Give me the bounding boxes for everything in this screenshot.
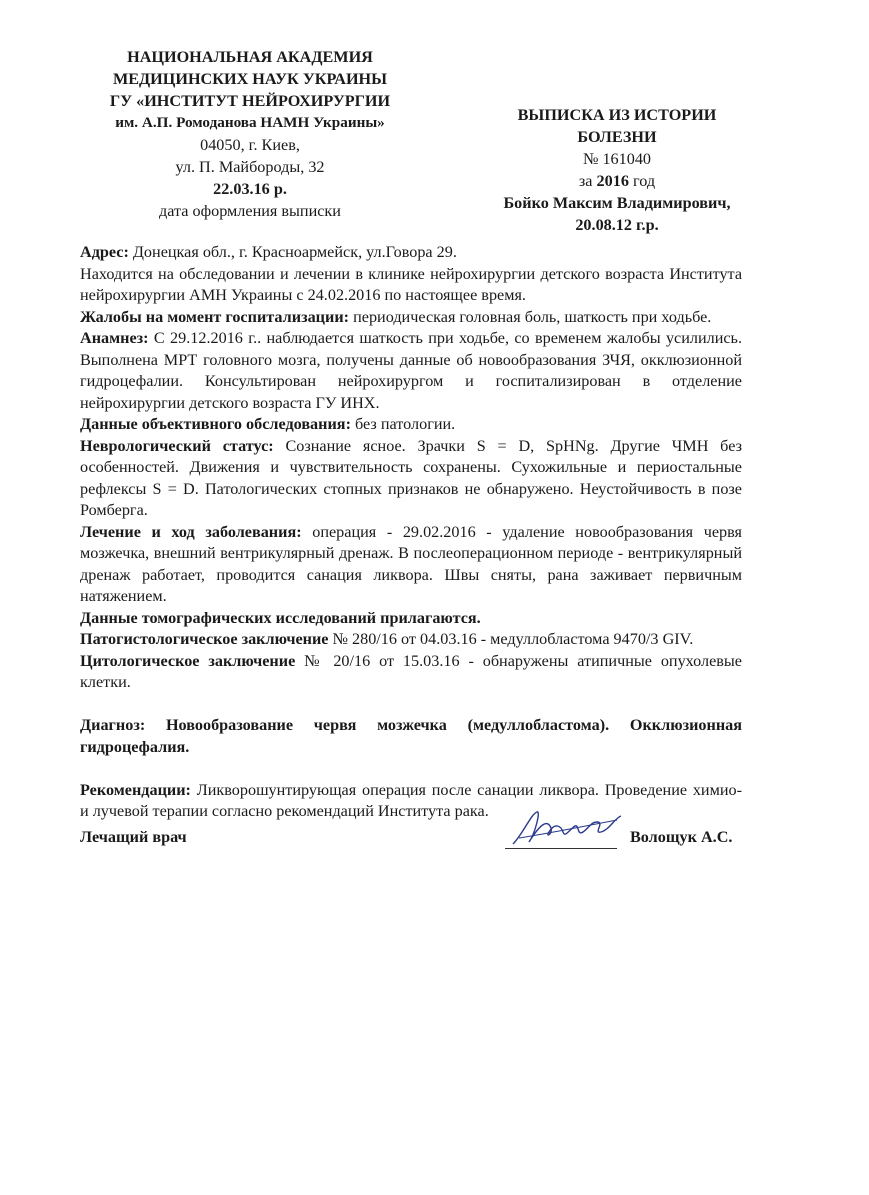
- neuro-text: Сознание ясное. Зрачки S = D, SpHNg. Другие ЧМН без особенностей. Движения и чувствительность сохранены. Сухожильные и периостальные рефлексы S = D. Патологических стопных признаков не обнаружено. Неустойчивость в позе Ромберга.: [80, 436, 742, 519]
- cyto-text: № 20/16 от 15.03.16 - обнаружены атипичные опухолевые клетки.: [80, 651, 742, 691]
- recommend-label: Рекомендации:: [80, 780, 191, 799]
- institution-line3: ГУ «ИНСТИТУТ НЕЙРОХИРУРГИИ: [109, 92, 391, 110]
- year-value: 2016: [596, 172, 629, 190]
- summary-body: [80, 242, 742, 823]
- institution-line1: НАЦИОНАЛЬНАЯ АКАДЕМИЯ: [127, 48, 373, 66]
- recommend-text: Ликворошунтирующая операция после санации ликвора. Проведение химио- и лучевой терапии согласно рекомендаций Института рака.: [80, 780, 742, 820]
- address-paragraph: [80, 242, 742, 264]
- address-label: Адрес:: [80, 243, 129, 261]
- address-text: Донецкая обл., г. Красноармейск, ул.Говора 29.: [128, 243, 457, 261]
- document-number: № 161040: [582, 150, 652, 168]
- treatment-text: операция - 29.02.2016 - удаление новообразования червя мозжечка, внешний вентрикулярный дренаж. В послеоперационном периоде - вентрикулярный дренаж работает, проводится санация ликвора. Швы сняты, рана заживает первичным натяжением.: [80, 522, 742, 605]
- cyto-paragraph: [80, 651, 742, 694]
- pathohisto-text: № 280/16 от 04.03.16 - медуллобластома 9470/3 GIV.: [328, 630, 694, 648]
- stay-paragraph: Находится на обследовании и лечении в клинике нейрохирургии детского возраста Института нейрохирургии АМН Украины с 24.02.2016 по настоящее время.: [80, 264, 742, 304]
- institution-postal: 04050, г. Киев,: [200, 136, 300, 154]
- objective-text: без патологии.: [350, 415, 456, 433]
- institution-street: ул. П. Майбороды, 32: [175, 158, 325, 176]
- anamnesis-text: С 29.12.2016 г.. наблюдается шаткость при ходьбе, со временем жалобы усилились. Выполнена МРТ головного мозга, получены данные об новообразования ЗЧЯ, окклюзионной гидроцефалии. Консультирован нейрохирургом и госпитализирован в отделение нейрохирургии детского возраста ГУ ИНХ.: [80, 329, 742, 412]
- year-suffix: год: [628, 172, 656, 190]
- document-year: [492, 170, 742, 192]
- patient-birthdate: 20.08.12 г.р.: [575, 216, 659, 234]
- patient-name: Бойко Максим Владимирович,: [503, 194, 731, 212]
- institution-line4: им. А.П. Ромоданова НАМН Украины»: [115, 114, 385, 131]
- pathohisto-label: Патогистологическое заключение: [80, 630, 329, 648]
- recommend-paragraph: [80, 780, 742, 823]
- document-title-line1: ВЫПИСКА ИЗ ИСТОРИИ: [517, 106, 717, 124]
- treatment-label: Лечение и ход заболевания:: [80, 522, 302, 541]
- handwritten-signature: [505, 804, 625, 852]
- complaints-paragraph: [80, 307, 742, 329]
- tomography-paragraph: Данные томографических исследований прилагаются.: [80, 608, 481, 627]
- document-header: [492, 104, 742, 236]
- year-prefix: за: [578, 172, 597, 190]
- attending-doctor-label: Лечащий врач: [80, 828, 187, 846]
- institution-header: [80, 46, 420, 222]
- objective-paragraph: [80, 414, 742, 436]
- doctor-name: Волощук А.С.: [630, 828, 733, 846]
- issue-date: 22.03.16 р.: [213, 180, 287, 198]
- spacer: [80, 758, 742, 780]
- complaints-label: Жалобы на момент госпитализации:: [80, 307, 350, 326]
- cyto-label: Цитологическое заключение: [80, 651, 296, 670]
- complaints-text: периодическая головная боль, шаткость при ходьбе.: [349, 307, 712, 326]
- signature-row: [80, 826, 742, 856]
- objective-label: Данные объективного обследования:: [80, 415, 351, 433]
- neuro-paragraph: [80, 436, 742, 522]
- neuro-label: Неврологический статус:: [80, 436, 274, 455]
- document-title-line2: БОЛЕЗНИ: [577, 128, 657, 146]
- institution-line2: МЕДИЦИНСКИХ НАУК УКРАИНЫ: [112, 70, 388, 88]
- pathohisto-paragraph: [80, 629, 742, 651]
- anamnesis-label: Анамнез:: [80, 329, 149, 347]
- spacer: [80, 694, 742, 716]
- diagnosis-paragraph: Диагноз: Новообразование червя мозжечка (медуллобластома). Окклюзионная гидроцефалия.: [80, 716, 742, 756]
- anamnesis-paragraph: [80, 328, 742, 414]
- issue-date-label: дата оформления выписки: [159, 202, 341, 220]
- treatment-paragraph: [80, 522, 742, 608]
